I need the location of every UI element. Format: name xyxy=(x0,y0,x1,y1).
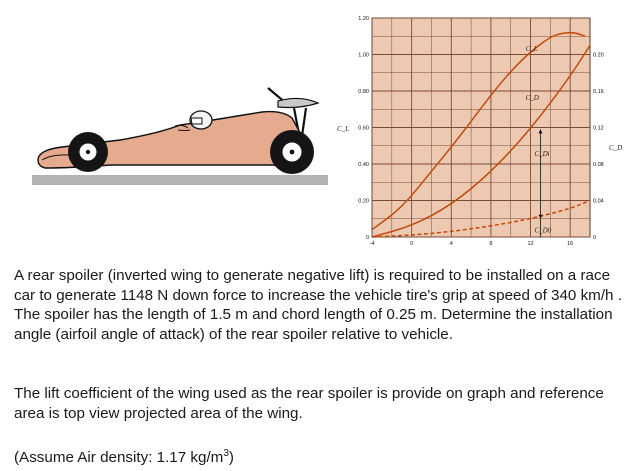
front-wheel xyxy=(68,132,108,172)
lift-coefficient-note: The lift coefficient of the wing used as the rear spoiler is provide on graph and reference area is top view projected area of the wing. xyxy=(14,385,604,422)
x-tick-label: 0 xyxy=(410,241,414,247)
left-tick-label: 0.20 xyxy=(358,198,369,205)
left-tick-label: 0.60 xyxy=(358,125,369,132)
right-axis-ticks xyxy=(593,53,604,242)
helmet-visor xyxy=(191,118,202,124)
x-tick-label: 8 xyxy=(489,241,493,247)
left-tick-label: 1.20 xyxy=(358,16,369,22)
rear-wheel xyxy=(270,130,314,174)
right-tick-label: 0 xyxy=(593,235,597,241)
right-tick-label: 0.16 xyxy=(593,89,604,95)
annotation-label: C_D0 xyxy=(534,226,552,235)
left-axis-label: C_L xyxy=(337,125,350,133)
problem-statement-paragraph: A rear spoiler (inverted wing to generate negative lift) is required to be installed on a race car to generate 1148 N down force to increase the vehicle tire's grip at speed of 340 km/h . The spoiler has the length of 1.5 m and chord length of 0.25 m. Determine the installation angle (airfoil angle of attack) of the rear spoiler relative to vehicle. xyxy=(14,267,622,343)
rear-wing xyxy=(278,98,318,107)
race-car-illustration xyxy=(32,88,328,185)
left-tick-label: 0.80 xyxy=(358,89,369,95)
x-tick-label: 12 xyxy=(527,241,534,247)
annotation-label: C_Di xyxy=(534,149,550,158)
x-tick-label: 16 xyxy=(567,241,574,247)
left-tick-label: 0.40 xyxy=(358,162,369,168)
x-tick-label: 4 xyxy=(449,241,453,247)
right-tick-label: 0.08 xyxy=(593,162,604,168)
air-density-assumption xyxy=(14,444,624,468)
right-axis-label: C_D xyxy=(609,144,623,152)
density-exponent: 3 xyxy=(223,448,229,459)
right-tick-label: 0.12 xyxy=(593,125,604,132)
ground-strip xyxy=(32,175,328,185)
series-label: C_L xyxy=(525,44,538,53)
right-tick-label: 0.04 xyxy=(593,198,604,205)
series-label: C_D xyxy=(525,94,539,103)
density-close: ) xyxy=(228,449,234,467)
x-tick-label: -4 xyxy=(369,241,375,247)
left-axis-ticks xyxy=(358,16,369,241)
left-tick-label: 1.00 xyxy=(358,52,369,59)
lift-drag-chart xyxy=(337,16,622,247)
x-axis-ticks xyxy=(370,241,574,247)
right-tick-label: 0.20 xyxy=(593,52,604,59)
density-text: (Assume Air density: 1.17 kg/m xyxy=(14,449,224,467)
left-tick-label: 0 xyxy=(365,235,369,241)
